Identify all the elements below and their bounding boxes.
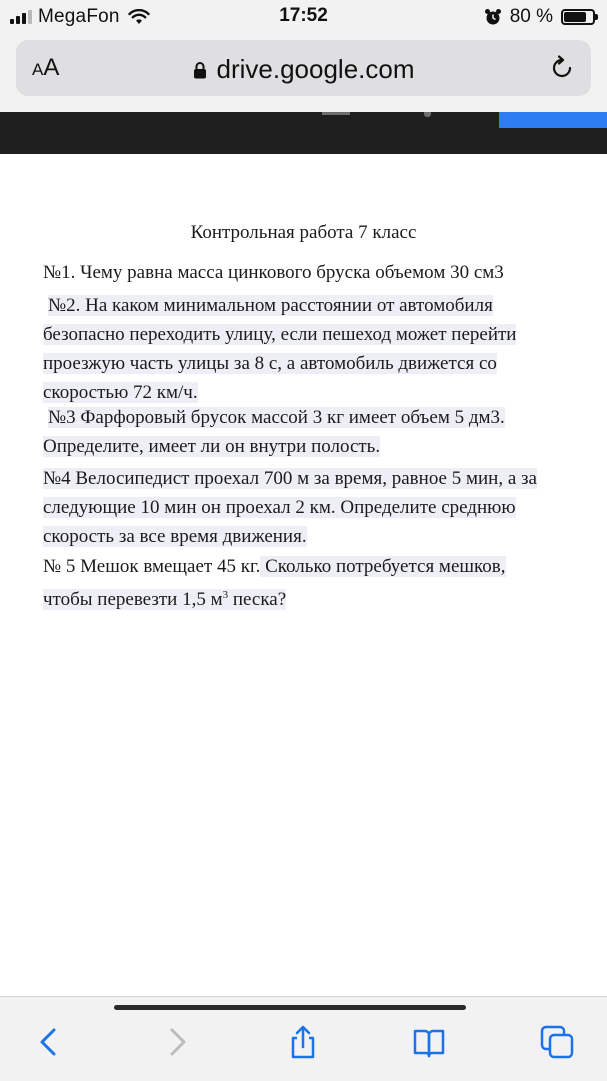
open-with-button[interactable]: [499, 112, 607, 128]
task-5-line-1b: Сколько потребуется мешков,: [260, 556, 506, 577]
lock-icon: [193, 61, 207, 79]
task-2-line-3: проезжую часть улицы за 8 с, а автомобиль движется со: [43, 353, 497, 374]
task-3-line-1: №3 Фарфоровый брусок массой 3 кг имеет объем 5 дм3.: [48, 407, 505, 428]
battery-fill: [564, 12, 586, 22]
header-partial-dot: [424, 112, 431, 117]
battery-icon: [561, 9, 595, 25]
scroll-indicator: [114, 1005, 466, 1010]
status-right: [484, 6, 595, 28]
book-icon[interactable]: [412, 1025, 446, 1059]
task-1-text: №1. Чему равна масса цинкового бруска объемом 30 см3: [43, 262, 504, 283]
task-4-line-2: следующие 10 мин он проехал 2 км. Определите среднюю: [43, 497, 516, 518]
tabs-icon[interactable]: [540, 1025, 574, 1059]
task-2-line-1: №2. На каком минимальном расстоянии от автомобиля: [48, 295, 493, 316]
task-3-line-2: Определите, имеет ли он внутри полость.: [43, 436, 381, 457]
task-2: [43, 291, 596, 407]
document-page: [0, 154, 607, 996]
header-partial-icon: [322, 112, 350, 115]
task-5-line-1a: № 5 Мешок вмещает 45 кг.: [43, 556, 261, 577]
viewer-header: [0, 112, 607, 154]
clock: 17:52: [279, 5, 328, 26]
task-4-line-1: №4 Велосипедист проехал 700 м за время, равное 5 мин, а за: [43, 468, 537, 489]
alarm-icon: [484, 8, 502, 26]
task-2-line-2: безопасно переходить улицу, если пешеход может перейти: [43, 324, 517, 345]
share-icon[interactable]: [286, 1025, 320, 1059]
url-text: drive.google.com: [216, 54, 415, 84]
status-bar: [0, 0, 607, 34]
aa-big-letter: A: [43, 54, 60, 81]
carrier-name: MegaFon: [38, 6, 120, 27]
task-5-superscript: 3: [222, 589, 229, 601]
address-bar[interactable]: [16, 40, 591, 96]
task-2-line-4: скоростью 72 км/ч.: [43, 382, 198, 403]
browser-chrome: [0, 34, 607, 112]
task-5: [43, 552, 591, 614]
task-5-line-2a: чтобы перевезти 1,5 м: [43, 589, 223, 610]
task-1: [43, 258, 591, 287]
chevron-left-icon[interactable]: [32, 1025, 66, 1059]
url-display[interactable]: [16, 54, 591, 85]
chevron-right-icon[interactable]: [160, 1025, 194, 1059]
task-4: [43, 464, 591, 551]
task-5-line-2b: песка?: [228, 589, 287, 610]
battery-percent: 80 %: [509, 6, 553, 27]
task-3: [43, 403, 596, 461]
task-4-line-3: скорость за все время движения.: [43, 526, 307, 547]
reload-icon[interactable]: [549, 55, 575, 81]
aa-small-letter: A: [32, 60, 44, 79]
document-title: Контрольная работа 7 класс: [190, 222, 417, 243]
